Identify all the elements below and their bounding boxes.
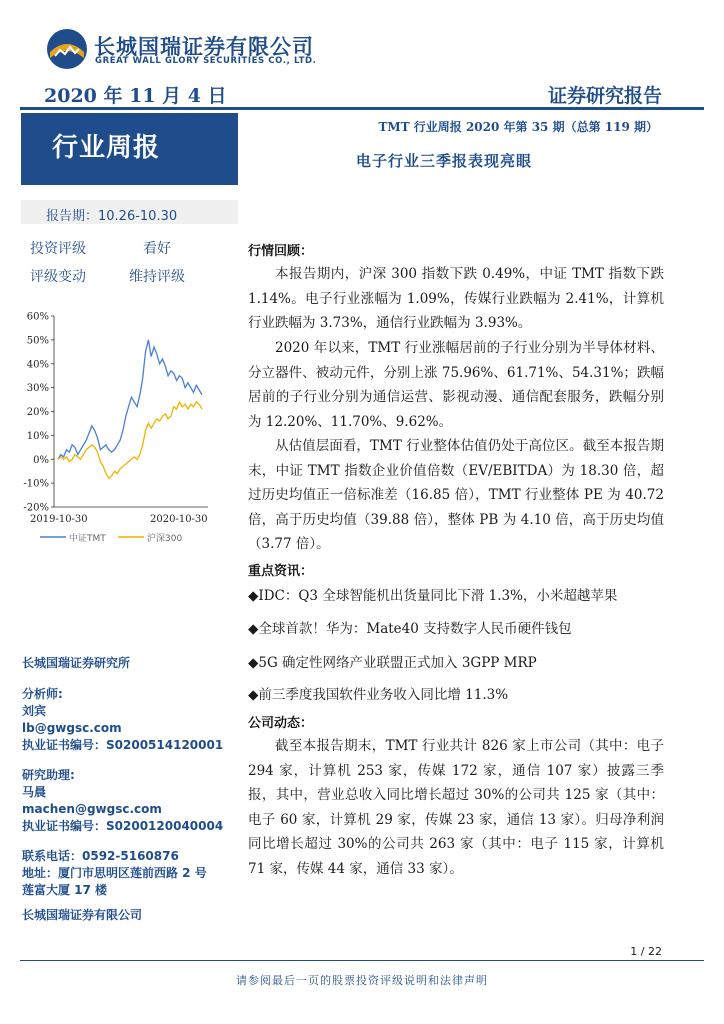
market-review-heading: 行情回顾： <box>248 244 314 259</box>
market-review-para-1: 本报告期内，沪深 300 指数下跌 0.49%，中证 TMT 指数下跌 1.14%。电子行业涨幅为 1.09%，传媒行业跌幅为 2.41%，计算机行业跌幅为 3.73%，通信行业跌幅为 3.93%。 <box>248 266 664 331</box>
company-name-cn: 长城国瑞证券有限公司 <box>94 35 314 59</box>
series-line-tmt <box>58 340 202 459</box>
y-tick-label: 10% <box>26 430 49 442</box>
legal-disclaimer[interactable]: 请参阅最后一页的股票投资评级说明和法律声明 <box>236 974 488 987</box>
legend-label-hs300: 沪深300 <box>147 534 183 544</box>
market-review-para-2: 2020 年以来，TMT 行业涨幅居前的子行业分别为半导体材料、分立器件、被动元件，分别上涨 75.96%、61.71%、54.31%；跌幅居前的子行业分别为通信运营、影视动漫、通信配套服务，跌幅分别为 12.20%、11.70%、9.62%。 <box>248 340 664 430</box>
contact-address-line1: 地址：厦门市思明区莲前西路 2 号 <box>22 866 207 880</box>
assistant-name: 马晨 <box>22 785 47 799</box>
index-performance-chart <box>18 300 230 550</box>
issue-number: TMT 行业周报 2020 年第 35 期（总第 119 期） <box>378 120 658 134</box>
assistant-email[interactable]: machen@gwgsc.com <box>22 802 162 816</box>
analyst-license: 执业证书编号：S0200514120001 <box>22 738 224 752</box>
assistant-label: 研究助理: <box>22 768 75 782</box>
y-tick-label: 0% <box>33 454 49 466</box>
news-item[interactable]: ◆全球首款！华为：Mate40 支持数字人民币硬件钱包 <box>248 621 572 637</box>
report-type: 证券研究报告 <box>547 85 662 107</box>
rating-value: 看好 <box>143 241 171 257</box>
contact-phone: 联系电话：0592-5160876 <box>22 849 179 863</box>
y-tick-label: 30% <box>26 383 49 395</box>
weekly-title: 行业周报 <box>51 133 160 163</box>
company-name-en: GREAT WALL GLORY SECURITIES CO., LTD. <box>95 56 317 66</box>
rating-change-value: 维持评级 <box>129 269 185 285</box>
chart-series <box>58 340 202 478</box>
page-number: 1 / 22 <box>630 945 662 958</box>
great-wall-logo-icon <box>46 28 88 70</box>
y-tick-label: 20% <box>26 407 49 418</box>
rating-label: 投资评级 <box>30 241 86 257</box>
news-item[interactable]: ◆前三季度我国软件业务收入同比增 11.3% <box>248 687 509 703</box>
x-tick-start: 2019-10-30 <box>30 514 88 525</box>
contact-address-line2: 莲富大厦 17 楼 <box>22 883 108 897</box>
assistant-license: 执业证书编号：S0200120040004 <box>22 819 224 833</box>
analyst-label: 分析师: <box>22 687 63 701</box>
research-institute: 长城国瑞证券研究所 <box>22 656 131 670</box>
y-tick-label: 60% <box>26 311 49 323</box>
x-tick-end: 2020-10-30 <box>150 514 208 525</box>
legend-label-tmt: 中证TMT <box>69 534 106 544</box>
y-tick-label: 50% <box>26 335 49 347</box>
company-news-heading: 公司动态： <box>248 716 314 731</box>
header-divider <box>20 107 704 110</box>
valuation-para: 从估值层面看，TMT 行业整体估值仍处于高位区。截至本报告期末，中证 TMT 指数企业价值倍数（EV/EBITDA）为 18.30 倍，超过历史均值正一倍标准差（16.85 倍），TMT 行业整体 PE 为 40.72 倍，高于历史均值（39.88 倍），整体 PB 为 4.10 倍，高于历史均值（3.77 倍）。 <box>248 438 664 552</box>
news-item[interactable]: ◆5G 确定性网络产业联盟正式加入 3GPP MRP <box>248 655 537 671</box>
chart-axes <box>54 316 208 507</box>
report-period: 报告期：10.26-10.30 <box>46 209 178 224</box>
analyst-email[interactable]: lb@gwgsc.com <box>22 721 122 735</box>
y-tick-label: -20% <box>23 502 49 514</box>
footer-divider <box>20 960 704 961</box>
y-tick-label: -10% <box>23 478 49 490</box>
y-tick-label: 40% <box>26 359 49 371</box>
footer-company: 长城国瑞证券有限公司 <box>22 908 143 922</box>
series-line-hs300 <box>58 402 202 478</box>
analyst-name: 刘宾 <box>22 704 47 718</box>
news-item[interactable]: ◆IDC：Q3 全球智能机出货量同比下滑 1.3%，小米超越苹果 <box>248 588 618 604</box>
company-news-para: 截至本报告期末，TMT 行业共计 826 家上市公司（其中：电子 294 家，计算机 253 家，传媒 172 家，通信 107 家）披露三季报，其中，营业总收入同比增长超过 30%的公司共 125 家（其中：电子 60 家，计算机 29 家，传媒 23 家，通信 13 家）。归母净利润同比增长超过 30%的公司共 263 家（其中：电子 115 家，计算机 71 家，传媒 44 家，通信 33 家）。 <box>248 738 664 877</box>
report-headline: 电子行业三季报表现亮眼 <box>356 152 533 170</box>
rating-change-label: 评级变动 <box>30 269 86 285</box>
key-news-heading: 重点资讯： <box>248 564 314 579</box>
chart-y-ticks <box>23 312 54 514</box>
report-date: 2020 年 11 月 4 日 <box>44 85 227 107</box>
